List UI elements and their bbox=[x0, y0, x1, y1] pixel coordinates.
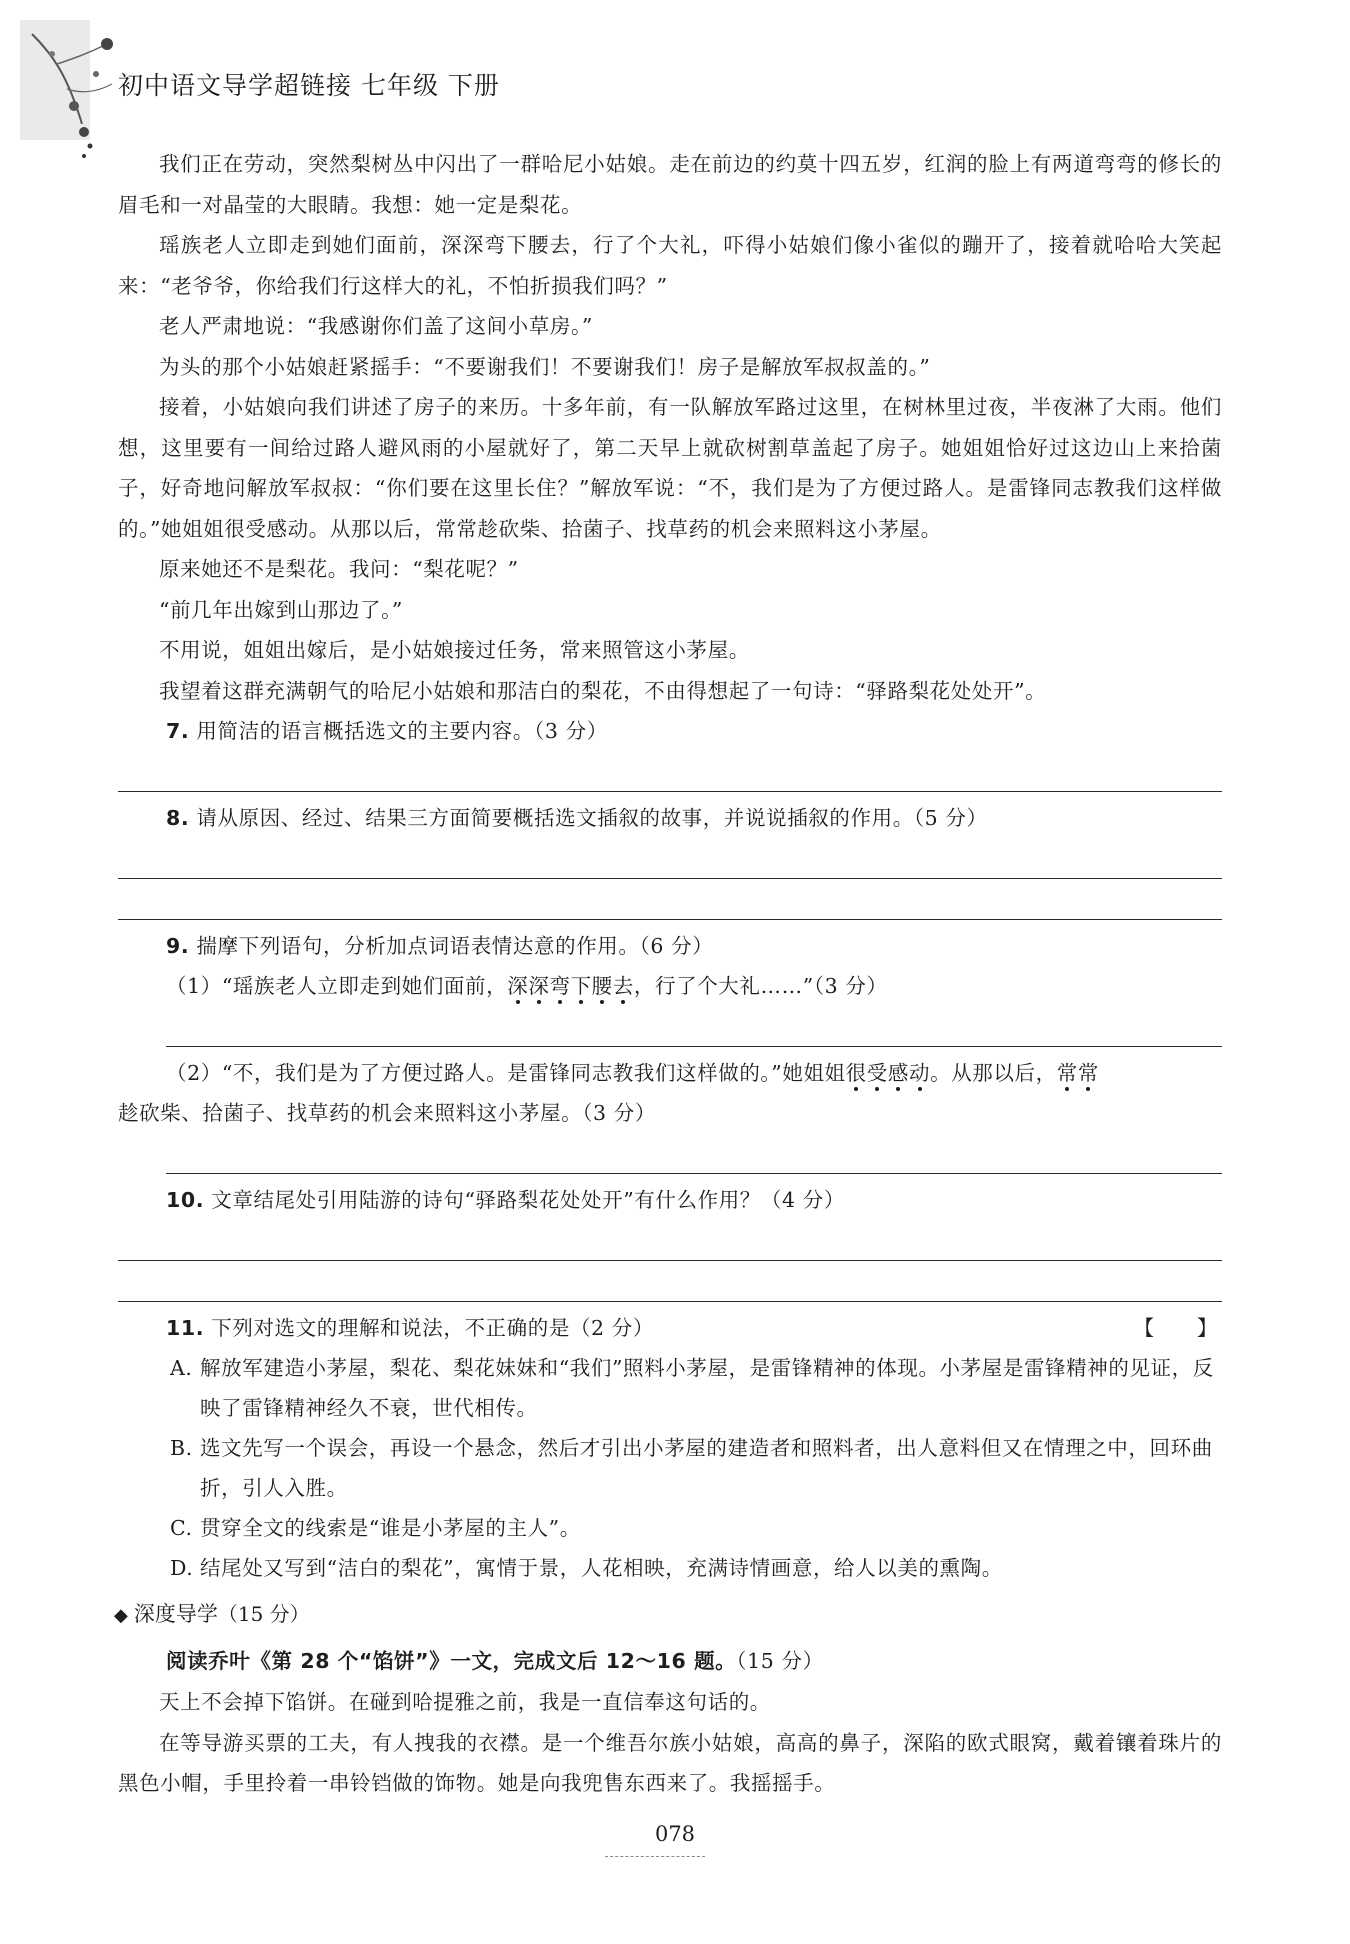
question-number: 8. bbox=[166, 806, 190, 830]
reading-score: （15 分） bbox=[736, 1649, 824, 1673]
emphasis-char: 很 bbox=[845, 1061, 867, 1085]
section-score: （15 分） bbox=[217, 1602, 310, 1626]
question-text: 请从原因、经过、结果三方面简要概括选文插叙的故事，并说说插叙的作用。（5 分） bbox=[196, 806, 988, 830]
sub-text: ，行了个大礼……”（3 分） bbox=[633, 974, 888, 998]
passage-paragraph: 瑶族老人立即走到她们面前，深深弯下腰去，行了个大礼，吓得小姑娘们像小雀似的蹦开了，接着就哈哈大笑起来：“老爷爷，你给我们行这样大的礼，不怕折损我们吗？” bbox=[118, 233, 1222, 298]
option-label: A. bbox=[170, 1356, 193, 1380]
question-text: 揣摩下列语句，分析加点词语表情达意的作用。（6 分） bbox=[196, 934, 714, 958]
question-text: 下列对选文的理解和说法，不正确的是（2 分） bbox=[211, 1316, 655, 1340]
passage-paragraph: 我们正在劳动，突然梨树丛中闪出了一群哈尼小姑娘。走在前边的约莫十四五岁，红润的脸上有两道弯弯的修长的眉毛和一对晶莹的大眼睛。我想：她一定是梨花。 bbox=[118, 152, 1222, 217]
passage-paragraph: 天上不会掉下馅饼。在碰到哈提雅之前，我是一直信奉这句话的。 bbox=[159, 1690, 771, 1714]
reading-intro bbox=[118, 1640, 1222, 1682]
emphasis-char: 去 bbox=[612, 974, 634, 998]
section-title: 深度导学 bbox=[133, 1602, 218, 1626]
page-number-rule bbox=[605, 1856, 705, 1857]
sub-text: （2）“不，我们是为了方便过路人。是雷锋同志教我们这样做的。”她姐姐 bbox=[166, 1061, 846, 1085]
answer-line[interactable] bbox=[118, 838, 1222, 879]
sub-text: 。从那以后， bbox=[930, 1061, 1057, 1085]
emphasis-char: 下 bbox=[570, 974, 592, 998]
question-9-sub-2-cont: 趁砍柴、拾菌子、找草药的机会来照料这小茅屋。（3 分） bbox=[118, 1101, 657, 1125]
option-b[interactable] bbox=[118, 1428, 1222, 1508]
answer-line[interactable] bbox=[118, 751, 1222, 792]
emphasis-char: 腰 bbox=[591, 974, 613, 998]
passage-paragraph: 为头的那个小姑娘赶紧摇手：“不要谢我们！不要谢我们！房子是解放军叔叔盖的。” bbox=[159, 354, 931, 379]
question-9-sub-1 bbox=[118, 966, 1222, 1006]
option-label: D. bbox=[170, 1556, 194, 1580]
page-content bbox=[114, 144, 1222, 1804]
question-9-sub-2 bbox=[118, 1053, 1222, 1093]
emphasis-char: 常 bbox=[1077, 1061, 1099, 1085]
option-label: B. bbox=[170, 1436, 193, 1460]
book-title: 初中语文导学超链接 七年级 下册 bbox=[118, 71, 500, 100]
question-7 bbox=[118, 711, 1222, 751]
answer-line[interactable] bbox=[118, 879, 1222, 920]
section-heading bbox=[114, 1594, 1222, 1636]
emphasis-char: 弯 bbox=[549, 974, 571, 998]
option-c[interactable] bbox=[118, 1508, 1222, 1548]
answer-line[interactable] bbox=[118, 1261, 1222, 1302]
question-8 bbox=[118, 798, 1222, 838]
dotted-phrase bbox=[507, 974, 634, 998]
passage-paragraph: 不用说，姐姐出嫁后，是小姑娘接过任务，常来照管这小茅屋。 bbox=[159, 638, 750, 662]
emphasis-char: 常 bbox=[1056, 1061, 1078, 1085]
question-number: 11. bbox=[166, 1316, 205, 1340]
option-text: 解放军建造小茅屋，梨花、梨花妹妹和“我们”照料小茅屋，是雷锋精神的体现。小茅屋是雷锋精神的见证，反映了雷锋精神经久不衰，世代相传。 bbox=[200, 1356, 1214, 1420]
question-text: 用简洁的语言概括选文的主要内容。（3 分） bbox=[196, 719, 608, 743]
answer-line[interactable] bbox=[166, 1006, 1222, 1047]
option-d[interactable] bbox=[118, 1548, 1222, 1588]
plum-blossom-branch-icon bbox=[12, 14, 132, 164]
option-label: C. bbox=[170, 1516, 193, 1540]
question-10 bbox=[118, 1180, 1222, 1220]
option-text: 结尾处又写到“洁白的梨花”，寓情于景，人花相映，充满诗情画意，给人以美的熏陶。 bbox=[200, 1556, 1003, 1580]
emphasis-char: 动 bbox=[908, 1061, 931, 1085]
question-text: 文章结尾处引用陆游的诗句“驿路梨花处处开”有什么作用？（4 分） bbox=[211, 1188, 845, 1212]
reading-instruction: 阅读乔叶《第 28 个“馅饼”》一文，完成文后 12～16 题。 bbox=[166, 1649, 737, 1673]
passage-paragraph: 在等导游买票的工夫，有人拽我的衣襟。是一个维吾尔族小姑娘，高高的鼻子，深陷的欧式眼窝，戴着镶着珠片的黑色小帽，手里拎着一串铃铛做的饰物。她是向我兜售东西来了。我摇摇手。 bbox=[118, 1730, 1222, 1795]
question-number: 10. bbox=[166, 1188, 205, 1212]
page-number: 078 bbox=[654, 1822, 696, 1846]
option-text: 选文先写一个误会，再设一个悬念，然后才引出小茅屋的建造者和照料者，出人意料但又在情理之中，回环曲折，引人入胜。 bbox=[200, 1436, 1213, 1500]
question-11 bbox=[118, 1308, 1222, 1348]
diamond-icon: ◆ bbox=[114, 1605, 128, 1626]
emphasis-char: 感 bbox=[887, 1061, 909, 1085]
option-a[interactable] bbox=[118, 1348, 1222, 1428]
passage-paragraph: 老人严肃地说：“我感谢你们盖了这间小草房。” bbox=[159, 314, 593, 338]
question-number: 7. bbox=[166, 719, 190, 743]
answer-line[interactable] bbox=[118, 1220, 1222, 1261]
answer-line[interactable] bbox=[166, 1133, 1222, 1174]
answer-bracket[interactable]: 【 】 bbox=[1133, 1316, 1218, 1340]
emphasis-char: 受 bbox=[866, 1061, 888, 1085]
sub-text: （1）“瑶族老人立即走到她们面前， bbox=[166, 974, 508, 998]
passage-paragraph: 原来她还不是梨花。我问：“梨花呢？” bbox=[159, 557, 519, 581]
option-text: 贯穿全文的线索是“谁是小茅屋的主人”。 bbox=[200, 1516, 581, 1540]
emphasis-char: 深 bbox=[507, 974, 529, 998]
passage-paragraph: “前几年出嫁到山那边了。” bbox=[159, 597, 404, 622]
dotted-phrase bbox=[1057, 1061, 1099, 1085]
dotted-phrase bbox=[846, 1061, 930, 1085]
question-9 bbox=[118, 926, 1222, 966]
question-number: 9. bbox=[166, 934, 190, 958]
passage-paragraph: 接着，小姑娘向我们讲述了房子的来历。十多年前，有一队解放军路过这里，在树林里过夜，半夜淋了大雨。他们想，这里要有一间给过路人避风雨的小屋就好了，第二天早上就砍树割草盖起了房子。她姐姐恰好过这边山上来拾菌子，好奇地问解放军叔叔：“你们要在这里长住？”解放军说：“不，我们是为了方便过路人。是雷锋同志教我们这样做的。”她姐姐很受感动。从那以后，常常趁砍柴、拾菌子、找草药的机会来照料这小茅屋。 bbox=[118, 395, 1222, 541]
emphasis-char: 深 bbox=[528, 974, 550, 998]
passage-paragraph: 我望着这群充满朝气的哈尼小姑娘和那洁白的梨花，不由得想起了一句诗：“驿路梨花处处开”。 bbox=[159, 678, 1047, 703]
